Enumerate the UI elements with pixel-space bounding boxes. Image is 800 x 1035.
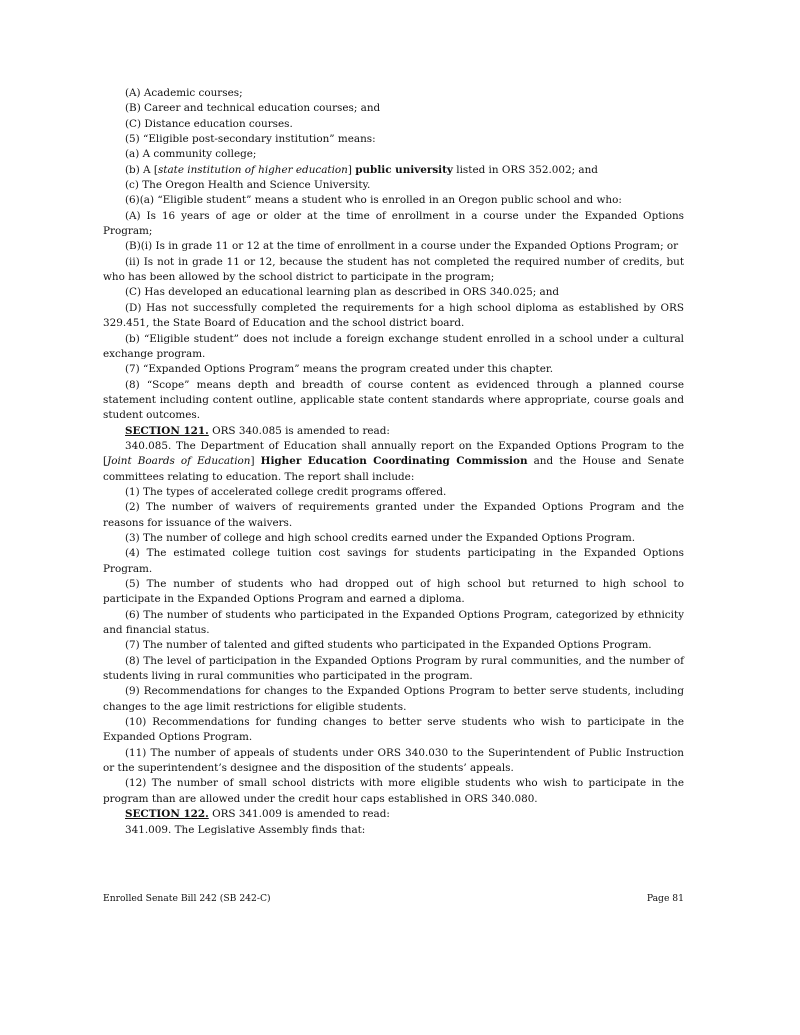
- paragraph: [103, 285, 684, 300]
- text-run: (2) The number of waivers of requirements granted under the Expanded Options Program and the reasons for issuance of the waivers.: [103, 501, 684, 529]
- paragraph: [103, 684, 684, 715]
- paragraph: [103, 823, 684, 838]
- text-run: (B)(i) Is in grade 11 or 12 at the time of enrollment in a course under the Expanded Options Program; or: [125, 240, 679, 253]
- text-run: (10) Recommendations for funding changes to better serve students who wish to participate in the Expanded Options Program.: [103, 716, 684, 744]
- paragraph: [103, 500, 684, 531]
- deleted-text: Joint Boards of Education: [107, 455, 251, 468]
- paragraph: [103, 193, 684, 208]
- text-run: (5) The number of students who had dropped out of high school but returned to high school to participate in the Expanded Options Program and earned a diploma.: [103, 578, 684, 606]
- paragraph: [103, 807, 684, 822]
- text-run: listed in ORS 352.002; and: [452, 163, 598, 176]
- footer-page-number: Page 81: [646, 893, 684, 904]
- paragraph: [103, 101, 684, 116]
- text-run: 341.009. The Legislative Assembly finds that:: [125, 823, 366, 836]
- text-run: (ii) Is not in grade 11 or 12, because the student has not completed the required number of credits, but who has been allowed by the school district to participate in the program;: [103, 255, 684, 284]
- text-run: (C) Has developed an educational learning plan as described in ORS 340.025; and: [125, 286, 560, 299]
- paragraph: [103, 577, 684, 608]
- text-run: (8) The level of participation in the Expanded Options Program by rural communities, and the number of students living in rural communities who participated in the program.: [103, 654, 684, 683]
- paragraph: [103, 654, 684, 685]
- paragraph: [103, 715, 684, 746]
- deleted-text: state institution of higher education: [157, 163, 348, 176]
- paragraph: [103, 209, 684, 240]
- text-run: (1) The types of accelerated college credit programs offered.: [125, 485, 447, 498]
- text-run: (7) “Expanded Options Program” means the program created under this chapter.: [125, 363, 554, 376]
- text-run: (11) The number of appeals of students under ORS 340.030 to the Superintendent of Public Instruction or the superintendent’s designee and the disposition of the students’ appeals.: [103, 746, 684, 775]
- text-run: 340.085. The Department of Education shall annually report on the Expanded Options Program to the [: [103, 439, 684, 468]
- paragraph: [103, 86, 684, 101]
- text-run: (7) The number of talented and gifted students who participated in the Expanded Options Program.: [125, 639, 652, 652]
- text-run: and the House and Senate committees relating to education. The report shall include:: [103, 455, 685, 483]
- bill-body-text: [103, 86, 684, 838]
- text-run: ORS 341.009 is amended to read:: [208, 808, 390, 821]
- paragraph: [103, 362, 684, 377]
- inserted-text: public university: [355, 163, 453, 176]
- paragraph: [103, 439, 684, 485]
- text-run: (3) The number of college and high school credits earned under the Expanded Options Program.: [125, 531, 636, 544]
- paragraph: [103, 117, 684, 132]
- text-run: (6)(a) “Eligible student” means a student who is enrolled in an Oregon public school and who:: [125, 194, 622, 207]
- paragraph: [103, 546, 684, 577]
- paragraph: [103, 147, 684, 162]
- text-run: (6) The number of students who participated in the Expanded Options Program, categorized by ethnicity and financial status.: [103, 608, 684, 637]
- text-run: (C) Distance education courses.: [125, 117, 293, 130]
- paragraph: [103, 163, 684, 178]
- paragraph: [103, 301, 684, 332]
- text-run: (4) The estimated college tuition cost savings for students participating in the Expanded Options Program.: [103, 547, 684, 575]
- text-run: (c) The Oregon Health and Science University.: [125, 179, 371, 192]
- paragraph: [103, 132, 684, 147]
- paragraph: [103, 378, 684, 424]
- text-run: ]: [347, 163, 356, 176]
- text-run: (a) A community college;: [125, 148, 257, 161]
- paragraph: [103, 424, 684, 439]
- footer-bill-title: Enrolled Senate Bill 242 (SB 242-C): [103, 893, 271, 904]
- paragraph: [103, 531, 684, 546]
- section-heading: SECTION 121.: [125, 424, 209, 437]
- paragraph: [103, 178, 684, 193]
- text-run: (A) Academic courses;: [125, 87, 243, 99]
- text-run: (D) Has not successfully completed the requirements for a high school diploma as established by ORS 329.451, the State Board of Education and the school district board.: [103, 301, 684, 330]
- paragraph: [103, 332, 684, 363]
- paragraph: [103, 239, 684, 254]
- text-run: (A) Is 16 years of age or older at the time of enrollment in a course under the Expanded Options Program;: [103, 209, 684, 238]
- paragraph: [103, 255, 684, 286]
- text-run: (8) “Scope” means depth and breadth of course content as evidenced through a planned course statement including content outline, applicable state content standards where appropriate, course goals and student outcomes.: [103, 378, 684, 422]
- section-heading: SECTION 122.: [125, 808, 209, 821]
- text-run: ORS 340.085 is amended to read:: [208, 424, 390, 437]
- paragraph: [103, 608, 684, 639]
- text-run: (b) A [: [125, 163, 158, 176]
- paragraph: [103, 638, 684, 653]
- text-run: (12) The number of small school districts with more eligible students who wish to participate in the program than are allowed under the credit hour caps established in ORS 340.080.: [103, 777, 684, 805]
- text-run: (B) Career and technical education courses; and: [125, 102, 381, 115]
- text-run: (9) Recommendations for changes to the Expanded Options Program to better serve students, including changes to the age limit restrictions for eligible students.: [103, 685, 684, 713]
- text-run: ]: [250, 455, 261, 468]
- paragraph: [103, 746, 684, 777]
- paragraph: [103, 485, 684, 500]
- inserted-text: Higher Education Coordinating Commission: [260, 455, 528, 468]
- paragraph: [103, 776, 684, 807]
- text-run: (5) “Eligible post-secondary institution” means:: [125, 133, 376, 146]
- text-run: (b) “Eligible student” does not include a foreign exchange student enrolled in a school under a cultural exchange program.: [103, 332, 684, 360]
